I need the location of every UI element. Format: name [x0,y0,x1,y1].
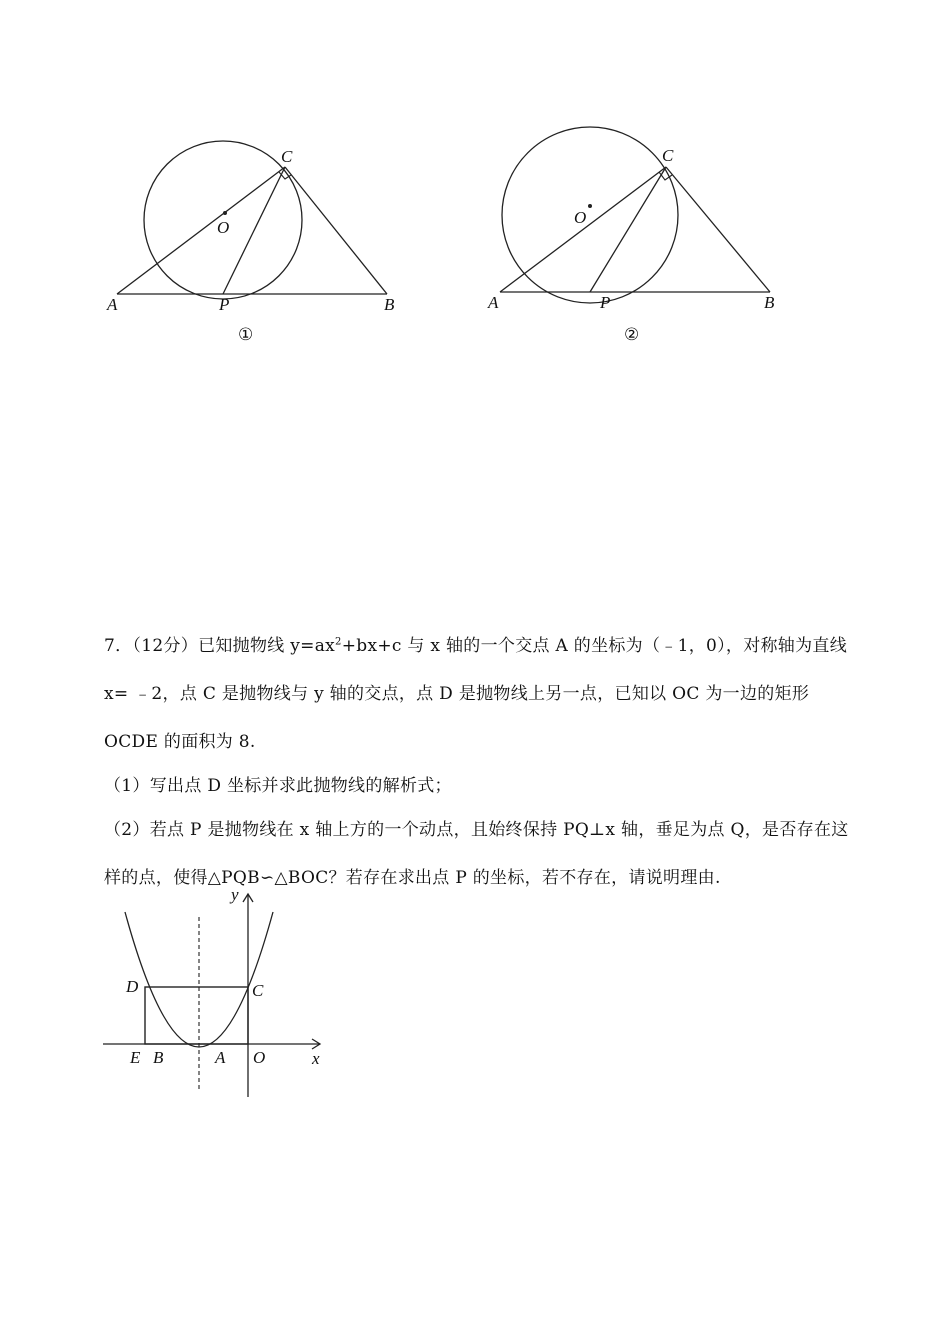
problem-stem-b: +bx+c 与 x 轴的一个交点 A 的坐标为（﹣1，0），对称轴为直线 x= ﹣2，点 C 是抛物线与 y 轴的交点，点 D 是抛物线上另一点，已知以 OC 为一边的矩形 OCDE 的面积为 8. [104,636,848,752]
segment-pc [223,167,285,294]
label-b: B [384,295,395,314]
problem-7 [104,622,864,902]
figure-3-svg [98,882,338,1107]
label-a: A [488,293,499,312]
label-o: O [217,218,230,237]
label-b: B [764,293,775,312]
label-e: E [130,1048,141,1067]
segment-cb [666,167,770,292]
center-dot [588,204,592,208]
figure-2-svg [478,115,798,350]
problem-points: （12分） [132,636,199,656]
label-d: D [126,977,139,996]
segment-pc [590,167,666,292]
label-p: P [600,293,611,312]
figure-2 [478,115,798,350]
segment-ac [500,167,666,292]
caption-1: ① [238,325,254,345]
circle-o [502,127,678,303]
exponent: 2 [335,636,342,648]
label-c: C [281,147,293,166]
label-a: A [215,1048,226,1067]
label-o: O [253,1048,266,1067]
center-dot [223,211,227,215]
problem-stem [104,622,864,766]
problem-part-1: （1）写出点 D 坐标并求此抛物线的解析式； [104,776,452,796]
problem-number: 7． [104,636,133,656]
label-b: B [153,1048,164,1067]
label-p: P [219,295,230,314]
label-x: x [312,1049,320,1068]
rectangle-ocde [145,987,248,1044]
figure-3 [98,882,338,1107]
segment-ac [117,167,285,294]
caption-2: ② [624,325,640,345]
label-c: C [662,146,674,165]
label-y: y [231,885,239,904]
label-c: C [252,981,264,1000]
problem-part-2: （2）若点 P 是抛物线在 x 轴上方的一个动点，且始终保持 PQ⊥x 轴，垂足为点 Q，是否存在这样的点，使得△PQB∽△BOC？若存在求出点 P 的坐标，若不存在，请说明理由. [104,820,849,888]
label-o: O [574,208,587,227]
segment-cb [285,167,387,294]
label-a: A [107,295,118,314]
figure-1 [95,135,415,350]
figure-1-svg [95,135,415,350]
problem-stem-a: 已知抛物线 y=ax [198,636,336,656]
